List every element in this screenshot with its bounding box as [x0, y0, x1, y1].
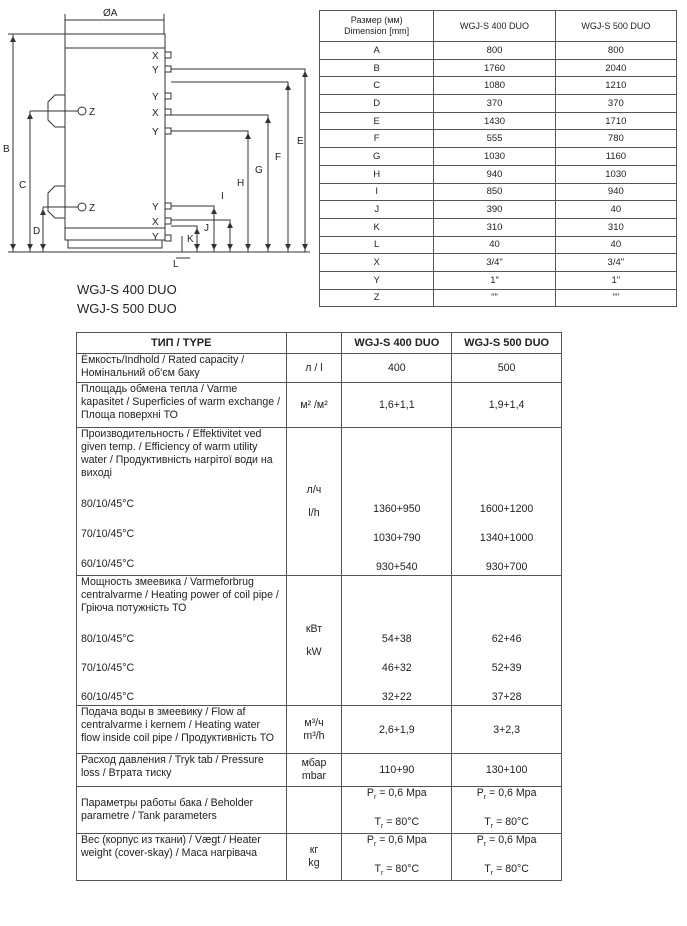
unit-primary: м² /м²: [300, 398, 328, 411]
unit-secondary: kg: [308, 857, 320, 870]
param-symbol: P: [476, 787, 484, 799]
unit-primary: кг: [309, 844, 319, 857]
dim-cell-v400: 800: [434, 42, 555, 60]
spec-value-v400: 110+90: [342, 754, 452, 787]
dim-cell-v500: 40: [555, 201, 676, 219]
dim-row: [320, 112, 677, 130]
dim-cell-dim: E: [320, 112, 434, 130]
spec-unit: [286, 354, 342, 383]
param-subscript: r: [381, 823, 384, 831]
spec-value-line: 52+39: [491, 662, 522, 674]
dim-cell-dim: Z: [320, 289, 434, 307]
dim-cell-v500: 1160: [555, 148, 676, 166]
dim-header-col1: WGJ-S 400 DUO: [434, 11, 555, 42]
dim-cell-v500: 1": [555, 271, 676, 289]
port-label: Y: [152, 65, 159, 76]
spec-value-line: 930+540: [376, 561, 418, 573]
dim-row: [320, 236, 677, 254]
spec-desc: [77, 576, 287, 706]
port-label: X: [152, 108, 159, 119]
spec-header-col1: WGJ-S 400 DUO: [342, 333, 452, 354]
spec-header-type: ТИП / TYPE: [77, 333, 287, 354]
spec-condition: 60/10/45°C: [81, 558, 135, 570]
dim-cell-v500: 800: [555, 42, 676, 60]
spec-row: [77, 576, 562, 706]
spec-row: [77, 428, 562, 576]
dim-row: [320, 218, 677, 236]
param-line: [456, 834, 557, 851]
dim-cell-dim: D: [320, 95, 434, 113]
spec-value-v400: [342, 834, 452, 881]
param-value: = 0,6 Mpa: [379, 834, 427, 847]
spec-value-line: 54+38: [381, 633, 412, 645]
spec-unit: [286, 834, 342, 881]
dim-cell-dim: J: [320, 201, 434, 219]
size-ru-label: Размер (мм): [350, 15, 403, 25]
param-value: = 80°C: [496, 816, 529, 829]
spec-unit: [286, 754, 342, 787]
param-subscript: r: [490, 823, 494, 831]
param-line: [456, 863, 557, 880]
spec-value-line: 46+32: [381, 662, 412, 674]
param-line: [456, 787, 557, 804]
spec-value-v400: 2,6+1,9: [342, 706, 452, 754]
dim-cell-v500: 40: [555, 236, 676, 254]
dim-cell-v400: 555: [434, 130, 555, 148]
spec-value-v400: 1,6+1,1: [342, 383, 452, 428]
spec-desc: [77, 706, 287, 754]
spec-desc-text: Подача воды в змеевику / Flow af centralvarme i kernem / Heating water flow inside coil pipe / Продуктивність ТО: [81, 706, 274, 744]
spec-value-line: 1360+950: [373, 503, 421, 515]
dim-cell-dim: Y: [320, 271, 434, 289]
param-symbol: P: [366, 787, 374, 799]
spec-desc-text: Ёмкость/Indhold / Rated capacity / Номінальний об'єм баку: [81, 354, 245, 379]
dim-row: [320, 130, 677, 148]
param-symbol: P: [366, 834, 374, 847]
dim-i-label: I: [221, 191, 224, 202]
dim-cell-v500: "": [555, 289, 676, 307]
unit-primary: кВт: [305, 622, 323, 635]
spec-unit: [286, 787, 342, 834]
dim-cell-dim: L: [320, 236, 434, 254]
dim-cell-v400: 370: [434, 95, 555, 113]
spec-value-v500: [452, 787, 562, 834]
spec-value-v500: [452, 576, 562, 706]
param-subscript: r: [373, 841, 377, 849]
dim-row: [320, 77, 677, 95]
spec-condition: 80/10/45°C: [81, 498, 135, 510]
spec-value-v400: [342, 428, 452, 576]
size-en-label: Dimension [mm]: [344, 26, 410, 36]
dim-row: [320, 59, 677, 77]
dim-row: [320, 148, 677, 166]
dim-d-label: D: [33, 226, 41, 237]
unit-primary: л / l: [305, 361, 323, 374]
dim-c-label: C: [19, 180, 27, 191]
spec-row: [77, 706, 562, 754]
dim-cell-v400: 1430: [434, 112, 555, 130]
param-symbol: T: [484, 816, 491, 829]
unit-secondary: l/h: [308, 506, 320, 519]
spec-condition: 70/10/45°C: [81, 662, 135, 674]
dim-cell-v500: 370: [555, 95, 676, 113]
param-value: = 0,6 Mpa: [489, 834, 537, 847]
param-symbol: P: [476, 834, 484, 847]
dim-row: [320, 95, 677, 113]
dim-cell-v400: 1030: [434, 148, 555, 166]
dim-f-label: F: [275, 152, 282, 163]
spec-value-v500: 3+2,3: [452, 706, 562, 754]
dim-cell-v400: 1760: [434, 59, 555, 77]
spec-unit: [286, 706, 342, 754]
spec-unit: [286, 428, 342, 576]
param-line: [346, 863, 447, 880]
spec-condition: 60/10/45°C: [81, 691, 135, 703]
spec-header-col2: WGJ-S 500 DUO: [452, 333, 562, 354]
dim-cell-v400: 1": [434, 271, 555, 289]
dim-cell-dim: A: [320, 42, 434, 60]
dim-header-size: [320, 11, 434, 42]
dim-cell-dim: K: [320, 218, 434, 236]
param-subscript: r: [490, 870, 494, 878]
param-subscript: r: [381, 870, 384, 878]
dim-cell-dim: G: [320, 148, 434, 166]
dim-h-label: H: [237, 178, 245, 189]
param-line: [456, 816, 557, 833]
dim-row: [320, 289, 677, 307]
spec-value-v500: 130+100: [452, 754, 562, 787]
diameter-label: ØA: [103, 8, 118, 19]
tank-dimension-diagram: [0, 0, 318, 275]
dim-cell-dim: I: [320, 183, 434, 201]
port-label: Y: [152, 232, 159, 243]
spec-unit: [286, 576, 342, 706]
spec-row: [77, 354, 562, 383]
spec-unit: [286, 383, 342, 428]
dim-cell-v400: 40: [434, 236, 555, 254]
spec-row: [77, 383, 562, 428]
spec-desc-text: Вес (корпус из ткани) / Vægt / Heater weight (cover-skay) / Маса нагрівача: [81, 834, 261, 860]
port-label: Z: [89, 203, 96, 214]
dim-row: [320, 201, 677, 219]
spec-value-line: 62+46: [491, 633, 522, 645]
port-label: Y: [152, 127, 159, 138]
dim-header-col2: WGJ-S 500 DUO: [555, 11, 676, 42]
spec-value-v500: [452, 428, 562, 576]
port-label: X: [152, 217, 159, 228]
spec-value-line: 1340+1000: [479, 532, 534, 544]
spec-desc: [77, 834, 287, 881]
dim-row: [320, 254, 677, 272]
dim-cell-v500: 940: [555, 183, 676, 201]
param-subscript: r: [483, 794, 487, 802]
unit-secondary: m³/h: [303, 729, 325, 742]
dim-e-label: E: [297, 136, 304, 147]
unit-secondary: mbar: [301, 770, 327, 782]
dim-row: [320, 271, 677, 289]
caption-line: WGJ-S 500 DUO: [77, 301, 177, 316]
dim-cell-dim: X: [320, 254, 434, 272]
param-line: [346, 834, 447, 851]
dim-g-label: G: [255, 165, 263, 176]
dim-cell-v500: 1210: [555, 77, 676, 95]
dim-cell-v500: 310: [555, 218, 676, 236]
spec-value-v400: [342, 787, 452, 834]
dim-row: [320, 165, 677, 183]
spec-row: [77, 834, 562, 881]
unit-primary: мбар: [301, 757, 327, 769]
dim-cell-v400: 390: [434, 201, 555, 219]
param-value: = 0,6 Mpa: [379, 787, 427, 799]
model-captions: [77, 280, 177, 318]
param-value: = 80°C: [386, 863, 420, 876]
spec-value-line: 32+22: [381, 691, 412, 703]
spec-condition: 70/10/45°C: [81, 528, 135, 540]
dim-cell-v400: "": [434, 289, 555, 307]
spec-value-line: 930+700: [485, 561, 528, 573]
unit-secondary: kW: [306, 645, 322, 658]
param-subscript: r: [373, 794, 377, 802]
param-symbol: T: [484, 863, 491, 876]
spec-desc-text: Параметры работы бака / Beholder parametre / Tank parameters: [81, 797, 254, 823]
spec-desc: [77, 754, 287, 787]
spec-value-v400: 400: [342, 354, 452, 383]
spec-desc: [77, 428, 287, 576]
dim-cell-v400: 1080: [434, 77, 555, 95]
spec-row: [77, 754, 562, 787]
unit-primary: л/ч: [306, 483, 322, 496]
spec-value-v400: [342, 576, 452, 706]
spec-desc-text: Производительность / Effektivitet ved given temp. / Efficiency of warm utility water / Продуктивність нагрітої води на виході: [81, 428, 273, 479]
spec-value-v500: 1,9+1,4: [452, 383, 562, 428]
spec-desc-text: Мощность змеевика / Varmeforbrug centralvarme / Heating power of coil pipe / Гріюча потужність ТО: [81, 576, 279, 614]
port-label: Y: [152, 202, 159, 213]
dim-b-label: B: [3, 144, 10, 155]
dim-cell-v400: 940: [434, 165, 555, 183]
spec-row: [77, 787, 562, 834]
dim-cell-v400: 850: [434, 183, 555, 201]
spec-value-line: 1600+1200: [479, 503, 534, 515]
spec-value-line: 1030+790: [373, 532, 421, 544]
dim-cell-dim: F: [320, 130, 434, 148]
dim-row: [320, 42, 677, 60]
param-subscript: r: [483, 841, 487, 849]
unit-primary: м³/ч: [304, 716, 324, 729]
param-symbol: T: [374, 816, 381, 829]
dim-k-label: K: [187, 234, 194, 245]
spec-desc: [77, 383, 287, 428]
dim-cell-v400: 3/4": [434, 254, 555, 272]
dim-cell-v500: 1710: [555, 112, 676, 130]
param-value: = 0,6 Mpa: [489, 787, 537, 799]
dim-cell-dim: B: [320, 59, 434, 77]
spec-desc: [77, 787, 287, 834]
spec-condition: 80/10/45°C: [81, 633, 135, 645]
dim-cell-v500: 3/4": [555, 254, 676, 272]
spec-value-line: 37+28: [491, 691, 522, 703]
spec-value-v500: 500: [452, 354, 562, 383]
param-line: [346, 787, 447, 804]
spec-desc-text: Площадь обмена тепла / Varme kapasitet / Superficies of warm exchange / Площа поверхні ТО: [81, 383, 281, 421]
port-label: Y: [152, 92, 159, 103]
spec-desc-text: Расход давления / Tryk tab / Pressure loss / Втрата тиску: [81, 754, 264, 779]
spec-header-unit: [286, 333, 342, 354]
dim-cell-dim: C: [320, 77, 434, 95]
dim-row: [320, 183, 677, 201]
dim-cell-dim: H: [320, 165, 434, 183]
param-value: = 80°C: [386, 816, 420, 829]
dim-j-label: J: [204, 223, 209, 234]
dim-cell-v500: 2040: [555, 59, 676, 77]
param-line: [346, 816, 447, 833]
dim-cell-v500: 1030: [555, 165, 676, 183]
caption-line: WGJ-S 400 DUO: [77, 282, 177, 297]
port-label: X: [152, 51, 159, 62]
dim-l-label: L: [173, 259, 179, 270]
port-label: Z: [89, 107, 96, 118]
spec-value-v500: [452, 834, 562, 881]
dimension-table: [319, 10, 677, 307]
dim-cell-v400: 310: [434, 218, 555, 236]
dim-cell-v500: 780: [555, 130, 676, 148]
spec-table: [76, 332, 562, 881]
param-symbol: T: [374, 863, 381, 876]
spec-desc: [77, 354, 287, 383]
param-value: = 80°C: [496, 863, 529, 876]
